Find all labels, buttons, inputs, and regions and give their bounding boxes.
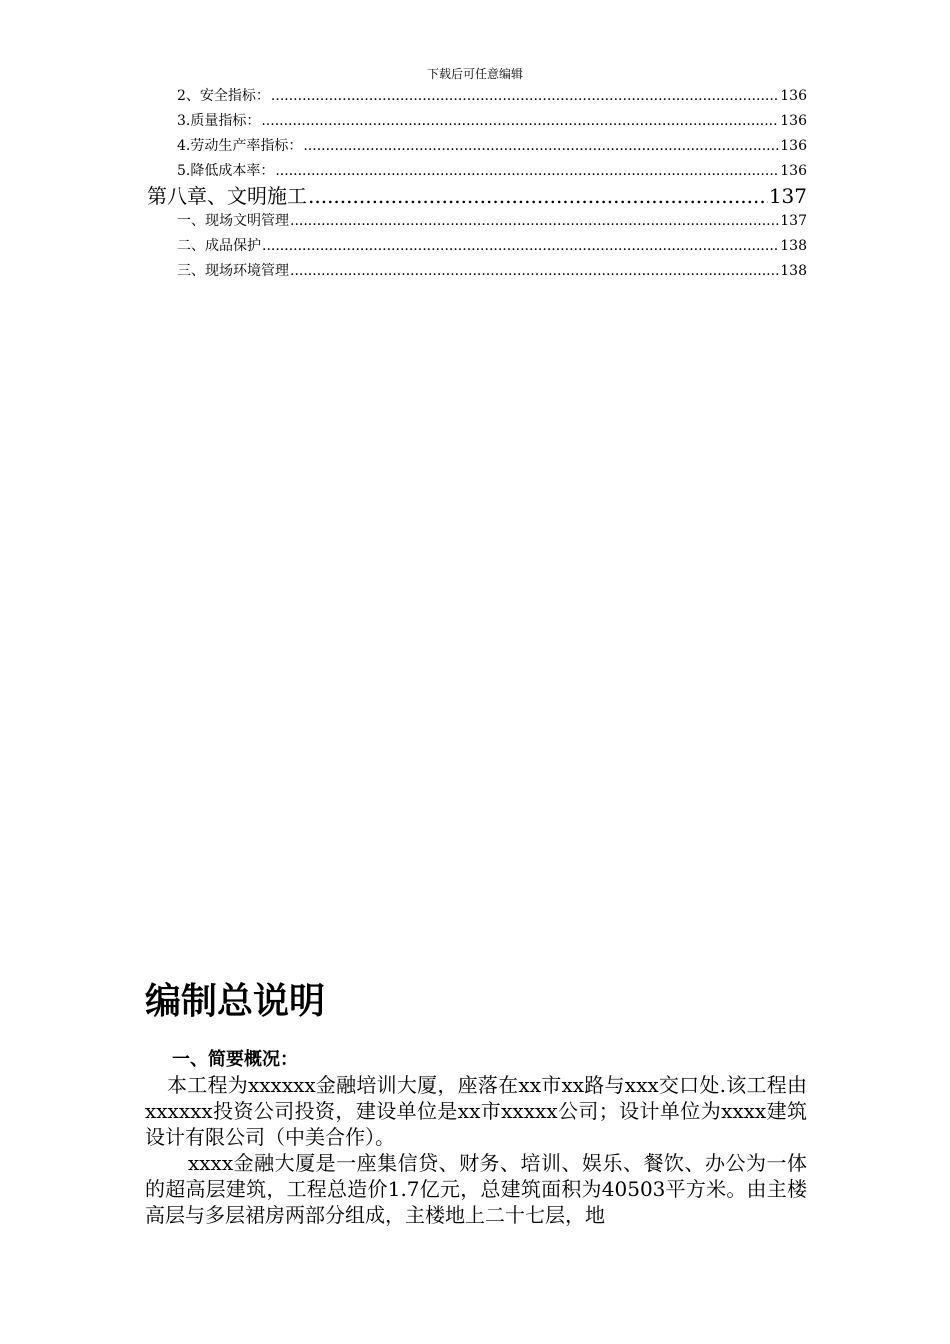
toc-entry-label: 一、现场文明管理 [177,213,289,229]
toc-entry-label: 第八章、文明施工 [147,184,307,208]
toc-entry-label: 4.劳动生产率指标： [177,138,303,154]
body-paragraph: 本工程为xxxxxx金融培训大厦，座落在xx市xx路与xxx交口处.该工程由xxxxxx投资公司投资，建设单位是xx市xxxxx公司；设计单位为xxxx建筑设计有限公司（中美合作）。 [145,1073,807,1149]
toc-entry-labor-productivity[interactable] [147,134,807,159]
toc-leader-dots [290,209,779,234]
toc-leader-dots [262,234,779,259]
toc-leader-dots [261,109,779,134]
document-title: 编制总说明 [145,981,326,1022]
page-header-note: 下载后可任意编辑 [426,67,523,81]
toc-entry-cost-reduction[interactable] [147,159,807,184]
toc-entry-label: 5.降低成本率： [177,163,275,179]
toc-entry-safety-indicator[interactable] [147,84,807,109]
toc-entry-page: 136 [780,163,807,179]
toc-entry-page: 136 [780,113,807,129]
toc-entry-label: 二、成品保护 [177,238,261,254]
toc-entry-site-civilized-management[interactable] [147,209,807,234]
toc-leader-dots [308,184,768,209]
body-paragraph: xxxx金融大厦是一座集信贷、财务、培训、娱乐、餐饮、办公为一体的超高层建筑，工程总造价1.7亿元，总建筑面积为40503平方米。由主楼高层与多层裙房两部分组成，主楼地上二十七层，地 [145,1151,807,1227]
toc-entry-page: 136 [780,88,807,104]
toc-entry-site-environment-management[interactable] [147,259,807,284]
toc-leader-dots [275,159,779,184]
toc-entry-label: 三、现场环境管理 [177,263,289,279]
toc-entry-page: 138 [780,238,807,254]
toc-entry-page: 136 [780,138,807,154]
toc-entry-product-protection[interactable] [147,234,807,259]
table-of-contents [147,84,807,284]
section-heading: 一、简要概况： [172,1049,298,1070]
toc-entry-page: 138 [780,263,807,279]
toc-entry-page: 137 [780,213,807,229]
toc-entry-chapter-8[interactable] [147,184,807,209]
toc-leader-dots [271,84,779,109]
toc-entry-label: 2、安全指标： [177,88,270,104]
toc-leader-dots [303,134,779,159]
toc-entry-page: 137 [768,184,807,208]
toc-leader-dots [290,259,779,284]
toc-entry-quality-indicator[interactable] [147,109,807,134]
toc-entry-label: 3.质量指标： [177,113,261,129]
